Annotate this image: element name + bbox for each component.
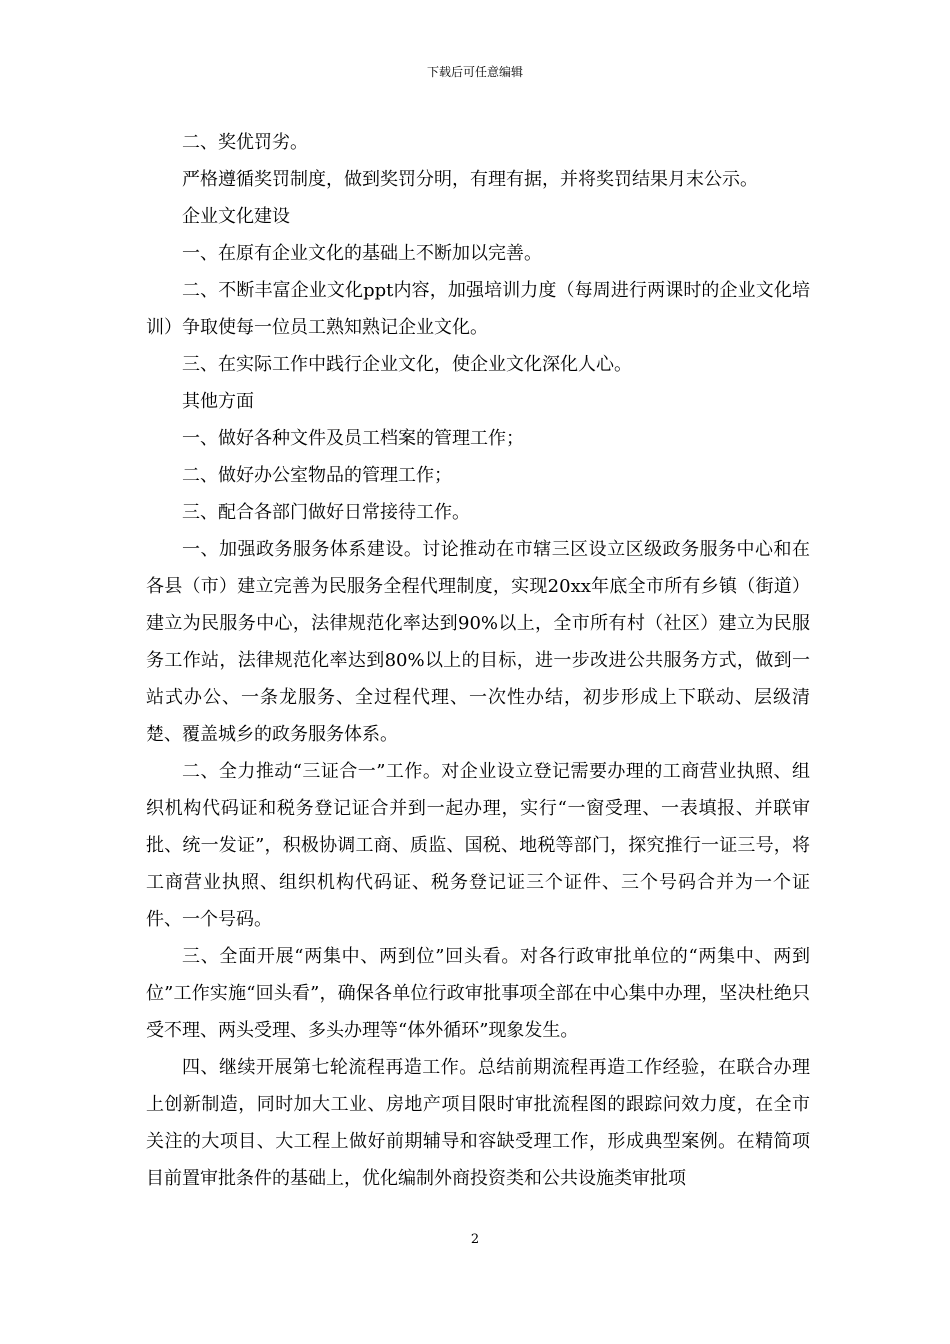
paragraph: 三、全面开展“两集中、两到位”回头看。对各行政审批单位的“两集中、两到位”工作实施“回头看”，确保各单位行政审批事项全部在中心集中办理，坚决杜绝只受不理、两头受理、多头办理等“体外循环”现象发生。 bbox=[146, 946, 810, 1041]
page-number: 2 bbox=[470, 1232, 480, 1247]
section-heading: 其他方面 bbox=[182, 391, 254, 412]
page-header: 下载后可任意编辑 bbox=[426, 65, 523, 79]
paragraph: 一、做好各种文件及员工档案的管理工作； bbox=[182, 428, 524, 449]
document-body bbox=[146, 124, 810, 1197]
paragraph: 一、加强政务服务体系建设。讨论推动在市辖三区设立区级政务服务中心和在各县（市）建立完善为民服务全程代理制度，实现20xx年底全市所有乡镇（街道）建立为民服务中心，法律规范化率达到90%以上，全市所有村（社区）建立为民服务工作站，法律规范化率达到80%以上的目标，进一步改进公共服务方式，做到一站式办公、一条龙服务、全过程代理、一次性办结，初步形成上下联动、层级清楚、覆盖城乡的政务服务体系。 bbox=[146, 539, 810, 745]
paragraph: 二、不断丰富企业文化ppt内容，加强培训力度（每周进行两课时的企业文化培训）争取使每一位员工熟知熟记企业文化。 bbox=[146, 280, 810, 338]
section-heading: 企业文化建设 bbox=[182, 206, 290, 227]
paragraph: 一、在原有企业文化的基础上不断加以完善。 bbox=[182, 243, 542, 264]
paragraph: 三、配合各部门做好日常接待工作。 bbox=[182, 502, 470, 523]
paragraph: 二、做好办公室物品的管理工作； bbox=[182, 465, 452, 486]
paragraph: 二、奖优罚劣。 bbox=[182, 132, 308, 153]
paragraph: 严格遵循奖罚制度，做到奖罚分明，有理有据，并将奖罚结果月末公示。 bbox=[182, 169, 758, 190]
paragraph: 三、在实际工作中践行企业文化，使企业文化深化人心。 bbox=[182, 354, 632, 375]
paragraph: 四、继续开展第七轮流程再造工作。总结前期流程再造工作经验，在联合办理上创新制造，同时加大工业、房地产项目限时审批流程图的跟踪问效力度，在全市关注的大项目、大工程上做好前期辅导和容缺受理工作，形成典型案例。在精简项目前置审批条件的基础上，优化编制外商投资类和公共设施类审批项 bbox=[146, 1057, 810, 1189]
paragraph: 二、全力推动“三证合一”工作。对企业设立登记需要办理的工商营业执照、组织机构代码证和税务登记证合并到一起办理，实行“一窗受理、一表填报、并联审批、统一发证”，积极协调工商、质监、国税、地税等部门，探究推行一证三号，将工商营业执照、组织机构代码证、税务登记证三个证件、三个号码合并为一个证件、一个号码。 bbox=[146, 761, 810, 930]
